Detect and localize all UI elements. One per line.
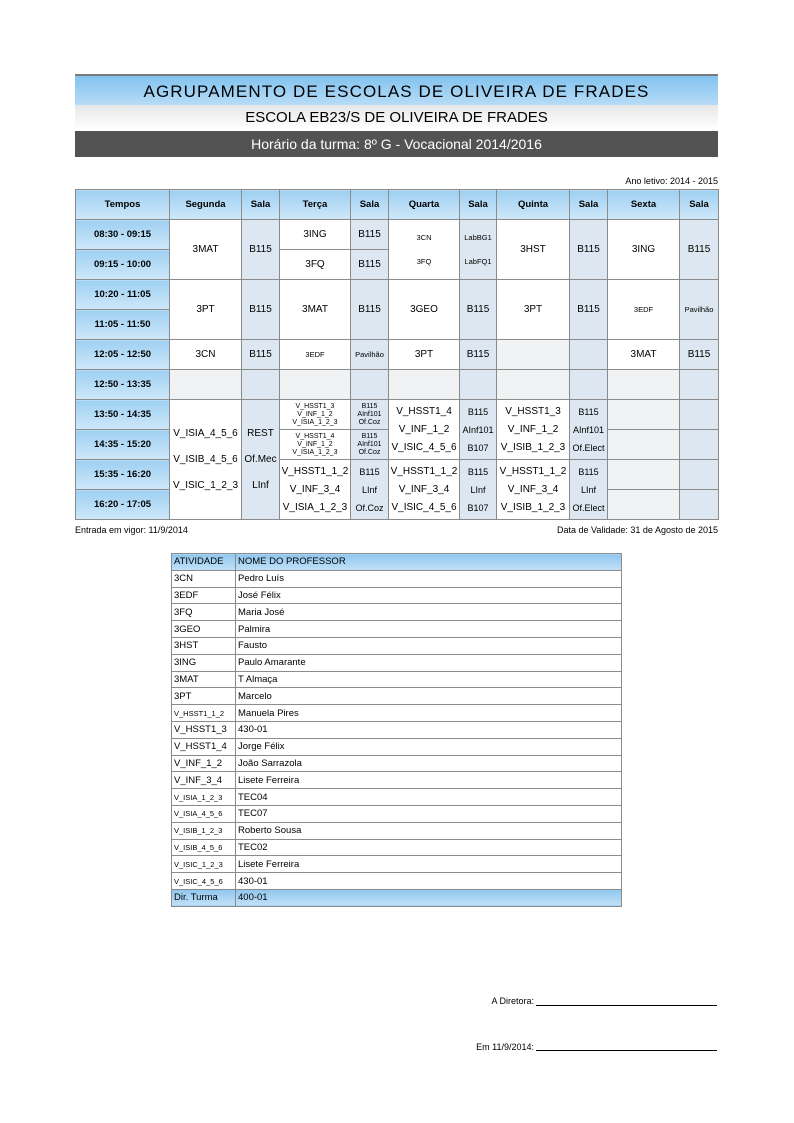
class-entry: V_INF_1_2	[297, 410, 333, 418]
class-cell: 3EDF	[608, 280, 680, 340]
class-entry: V_ISIC_1_2_3	[172, 479, 239, 491]
teacher-name: T Almaça	[236, 671, 622, 688]
entry-into-force: Entrada em vigor: 11/9/2014	[75, 525, 188, 535]
legend-row	[172, 789, 622, 806]
activity-code: V_ISIC_1_2_3	[172, 856, 236, 873]
class-entry: V_ISIB_1_2_3	[500, 501, 566, 513]
class-cell: 3PT	[170, 280, 242, 340]
room-cell: Pavilhão	[351, 340, 389, 370]
teacher-name: João Sarrazola	[236, 755, 622, 772]
activity-code: V_ISIC_4_5_6	[172, 873, 236, 890]
class-cell	[497, 400, 570, 460]
activity-code: V_ISIA_4_5_6	[172, 805, 236, 822]
date-signature-line	[536, 1050, 717, 1051]
room-cell: B115	[242, 340, 280, 370]
legend-row	[172, 822, 622, 839]
director-signature-line	[536, 1005, 717, 1006]
room-cell	[570, 400, 608, 460]
room-cell	[351, 400, 389, 430]
class-entry: V_INF_1_2	[398, 423, 450, 435]
empty-cell	[608, 430, 680, 460]
legend-header-teacher: NOME DO PROFESSOR	[236, 554, 622, 571]
class-entry: V_INF_3_4	[507, 483, 559, 495]
col-wednesday: Quarta	[389, 190, 460, 220]
director-signature-label: A Diretora:	[491, 996, 534, 1006]
room-entry: AInf101	[462, 424, 494, 435]
class-cell: 3FQ	[280, 250, 351, 280]
legend-row	[172, 839, 622, 856]
legend-row	[172, 856, 622, 873]
class-schedule-title: Horário da turma: 8º G - Vocacional 2014/2016	[75, 131, 718, 157]
legend-row	[172, 805, 622, 822]
empty-room-cell	[680, 430, 719, 460]
teacher-name: TEC04	[236, 789, 622, 806]
teacher-name: José Félix	[236, 587, 622, 604]
room-cell	[460, 220, 497, 280]
class-entry: V_ISIC_4_5_6	[391, 441, 457, 453]
time-slot: 13:50 - 14:35	[76, 400, 170, 430]
class-entry: V_ISIA_1_2_3	[292, 448, 338, 456]
room-cell	[242, 400, 280, 520]
legend-row	[172, 570, 622, 587]
room-entry: AInf101	[357, 410, 382, 418]
room-cell: B115	[460, 340, 497, 370]
empty-room-cell	[460, 370, 497, 400]
room-entry: B115	[359, 466, 380, 477]
teacher-name: Roberto Sousa	[236, 822, 622, 839]
class-entry: V_ISIB_1_2_3	[500, 441, 566, 453]
class-cell	[170, 400, 242, 520]
teacher-name: Maria José	[236, 604, 622, 621]
signature-date-label: Em 11/9/2014:	[476, 1042, 534, 1052]
room-entry: B115	[361, 432, 378, 440]
room-cell: B115	[460, 280, 497, 340]
room-entry: Of.Coz	[358, 418, 381, 426]
empty-cell	[170, 370, 242, 400]
legend-row	[172, 671, 622, 688]
timetable-header-row	[76, 190, 719, 220]
room-entry: B115	[578, 406, 599, 417]
room-cell: B115	[351, 250, 389, 280]
time-slot: 16:20 - 17:05	[76, 490, 170, 520]
col-monday: Segunda	[170, 190, 242, 220]
teacher-name: Pedro Luís	[236, 570, 622, 587]
activity-code: 3CN	[172, 570, 236, 587]
class-entry: V_INF_1_2	[297, 440, 333, 448]
activity-code: V_ISIB_4_5_6	[172, 839, 236, 856]
legend-header-activity: ATIVIDADE	[172, 554, 236, 571]
class-entry: V_ISIB_4_5_6	[173, 453, 238, 465]
activity-code: V_INF_1_2	[172, 755, 236, 772]
teacher-name: Jorge Félix	[236, 738, 622, 755]
col-room: Sala	[570, 190, 608, 220]
class-cell	[389, 400, 460, 460]
empty-cell	[389, 370, 460, 400]
timetable	[75, 189, 719, 520]
teacher-name: 430-01	[236, 873, 622, 890]
legend-row	[172, 688, 622, 705]
col-friday: Sexta	[608, 190, 680, 220]
legend-row	[172, 772, 622, 789]
class-cell: 3ING	[280, 220, 351, 250]
activity-code: V_INF_3_4	[172, 772, 236, 789]
time-slot: 15:35 - 16:20	[76, 460, 170, 490]
room-entry: AInf101	[357, 440, 382, 448]
room-entry: Of.Elect	[572, 502, 605, 513]
class-cell	[497, 460, 570, 520]
class-cell: 3CN	[170, 340, 242, 370]
class-entry: V_ISIC_4_5_6	[391, 501, 457, 513]
class-cell	[280, 400, 351, 430]
activity-code: 3GEO	[172, 621, 236, 638]
class-cell: 3PT	[389, 340, 460, 370]
room-entry: LabBG1	[464, 232, 492, 242]
empty-room-cell	[680, 400, 719, 430]
activity-code: V_HSST1_4	[172, 738, 236, 755]
teacher-name: Lisete Ferreira	[236, 856, 622, 873]
class-director-label: Dir. Turma	[172, 889, 236, 906]
empty-cell	[608, 370, 680, 400]
class-entry: 3FQ	[416, 256, 432, 266]
class-entry: V_HSST1_1_2	[499, 465, 567, 477]
empty-cell	[608, 490, 680, 520]
class-entry: 3CN	[416, 232, 432, 242]
activity-code: 3EDF	[172, 587, 236, 604]
col-times: Tempos	[76, 190, 170, 220]
legend-footer-row	[172, 889, 622, 906]
legend-row	[172, 654, 622, 671]
room-entry: Of.Coz	[355, 502, 384, 513]
teacher-name: TEC07	[236, 805, 622, 822]
activity-code: V_HSST1_1_2	[172, 705, 236, 722]
room-entry: B107	[467, 442, 489, 453]
activity-code: V_ISIA_1_2_3	[172, 789, 236, 806]
class-director-value: 400-01	[236, 889, 622, 906]
legend-row	[172, 755, 622, 772]
timetable-row	[76, 400, 719, 430]
activity-code: 3FQ	[172, 604, 236, 621]
col-room: Sala	[460, 190, 497, 220]
class-cell: 3HST	[497, 220, 570, 280]
room-cell: Pavilhão	[680, 280, 719, 340]
col-room: Sala	[242, 190, 280, 220]
time-slot: 12:50 - 13:35	[76, 370, 170, 400]
class-entry: V_HSST1_4	[396, 405, 452, 417]
class-cell	[280, 430, 351, 460]
room-cell: B115	[570, 220, 608, 280]
room-entry: B115	[467, 466, 489, 477]
room-cell: B115	[570, 280, 608, 340]
time-slot: 14:35 - 15:20	[76, 430, 170, 460]
room-entry: Of.Elect	[572, 442, 605, 453]
class-cell: 3GEO	[389, 280, 460, 340]
class-cell: 3ING	[608, 220, 680, 280]
room-entry: Of.Coz	[358, 448, 381, 456]
legend-row	[172, 873, 622, 890]
timetable-row	[76, 370, 719, 400]
legend-row	[172, 705, 622, 722]
class-cell: 3EDF	[280, 340, 351, 370]
room-entry: REST	[247, 427, 274, 439]
room-cell: B115	[680, 340, 719, 370]
validity-date: Data de Validade: 31 de Agosto de 2015	[557, 525, 718, 535]
room-cell	[351, 460, 389, 520]
school-year: Ano letivo: 2014 - 2015	[625, 176, 718, 186]
empty-room-cell	[242, 370, 280, 400]
teacher-name: Fausto	[236, 637, 622, 654]
room-entry: AInf101	[572, 424, 605, 435]
empty-room-cell	[570, 370, 608, 400]
room-cell	[351, 430, 389, 460]
class-entry: V_HSST1_1_2	[390, 465, 458, 477]
teacher-name: Marcelo	[236, 688, 622, 705]
room-entry: LInf	[580, 484, 596, 495]
teacher-name: Paulo Amarante	[236, 654, 622, 671]
activity-code: 3PT	[172, 688, 236, 705]
school-name: ESCOLA EB23/S DE OLIVEIRA DE FRADES	[75, 105, 718, 130]
class-entry: V_HSST1_3	[295, 402, 335, 410]
class-cell	[389, 220, 460, 280]
room-entry: LInf	[470, 484, 486, 495]
teacher-name: 430-01	[236, 721, 622, 738]
teacher-name: Lisete Ferreira	[236, 772, 622, 789]
legend-header-row	[172, 554, 622, 571]
col-room: Sala	[680, 190, 719, 220]
legend-row	[172, 604, 622, 621]
room-entry: LInf	[252, 479, 269, 491]
class-entry: V_INF_1_2	[507, 423, 559, 435]
empty-room-cell	[680, 460, 719, 490]
class-cell	[280, 460, 351, 520]
class-entry: V_ISIA_1_2_3	[282, 501, 348, 513]
room-entry: LInf	[361, 484, 377, 495]
class-cell	[389, 460, 460, 520]
teacher-name: Palmira	[236, 621, 622, 638]
class-entry: V_ISIA_4_5_6	[173, 427, 238, 439]
class-entry: V_HSST1_1_2	[281, 465, 349, 477]
activity-code: 3ING	[172, 654, 236, 671]
teacher-name: Manuela Pires	[236, 705, 622, 722]
teachers-legend-table	[171, 553, 622, 907]
teacher-name: TEC02	[236, 839, 622, 856]
class-entry: V_HSST1_3	[505, 405, 561, 417]
empty-cell	[280, 370, 351, 400]
empty-room-cell	[351, 370, 389, 400]
empty-room-cell	[680, 490, 719, 520]
class-cell: 3MAT	[170, 220, 242, 280]
empty-room-cell	[680, 370, 719, 400]
room-cell	[460, 400, 497, 460]
col-thursday: Quinta	[497, 190, 570, 220]
time-slot: 12:05 - 12:50	[76, 340, 170, 370]
empty-cell	[497, 370, 570, 400]
empty-cell	[608, 400, 680, 430]
room-entry: B107	[467, 502, 489, 513]
time-slot: 11:05 - 11:50	[76, 310, 170, 340]
time-slot: 08:30 - 09:15	[76, 220, 170, 250]
class-entry: V_HSST1_4	[295, 432, 335, 440]
legend-row	[172, 587, 622, 604]
room-cell	[460, 460, 497, 520]
class-cell: 3MAT	[608, 340, 680, 370]
room-entry: B115	[578, 466, 599, 477]
legend-row	[172, 721, 622, 738]
class-cell: 3PT	[497, 280, 570, 340]
class-cell: 3MAT	[280, 280, 351, 340]
legend-row	[172, 738, 622, 755]
room-entry: LabFQ1	[464, 256, 492, 266]
col-room: Sala	[351, 190, 389, 220]
class-entry: V_ISIA_1_2_3	[292, 418, 338, 426]
activity-code: V_ISIB_1_2_3	[172, 822, 236, 839]
room-entry: Of.Mec	[244, 453, 277, 465]
timetable-row	[76, 280, 719, 310]
activity-code: V_HSST1_3	[172, 721, 236, 738]
activity-code: 3MAT	[172, 671, 236, 688]
activity-code: 3HST	[172, 637, 236, 654]
room-cell	[570, 460, 608, 520]
room-cell: B115	[680, 220, 719, 280]
empty-room-cell	[570, 340, 608, 370]
legend-row	[172, 637, 622, 654]
class-entry: V_INF_3_4	[289, 483, 341, 495]
legend-row	[172, 621, 622, 638]
room-cell: B115	[242, 220, 280, 280]
empty-cell	[608, 460, 680, 490]
time-slot: 10:20 - 11:05	[76, 280, 170, 310]
room-cell: B115	[351, 280, 389, 340]
timetable-row	[76, 220, 719, 250]
class-entry: V_INF_3_4	[398, 483, 450, 495]
col-tuesday: Terça	[280, 190, 351, 220]
school-group-title: AGRUPAMENTO DE ESCOLAS DE OLIVEIRA DE FRADES	[75, 74, 718, 106]
empty-cell	[497, 340, 570, 370]
timetable-row	[76, 340, 719, 370]
room-cell: B115	[351, 220, 389, 250]
room-entry: B115	[361, 402, 378, 410]
room-entry: B115	[467, 406, 489, 417]
time-slot: 09:15 - 10:00	[76, 250, 170, 280]
room-cell: B115	[242, 280, 280, 340]
